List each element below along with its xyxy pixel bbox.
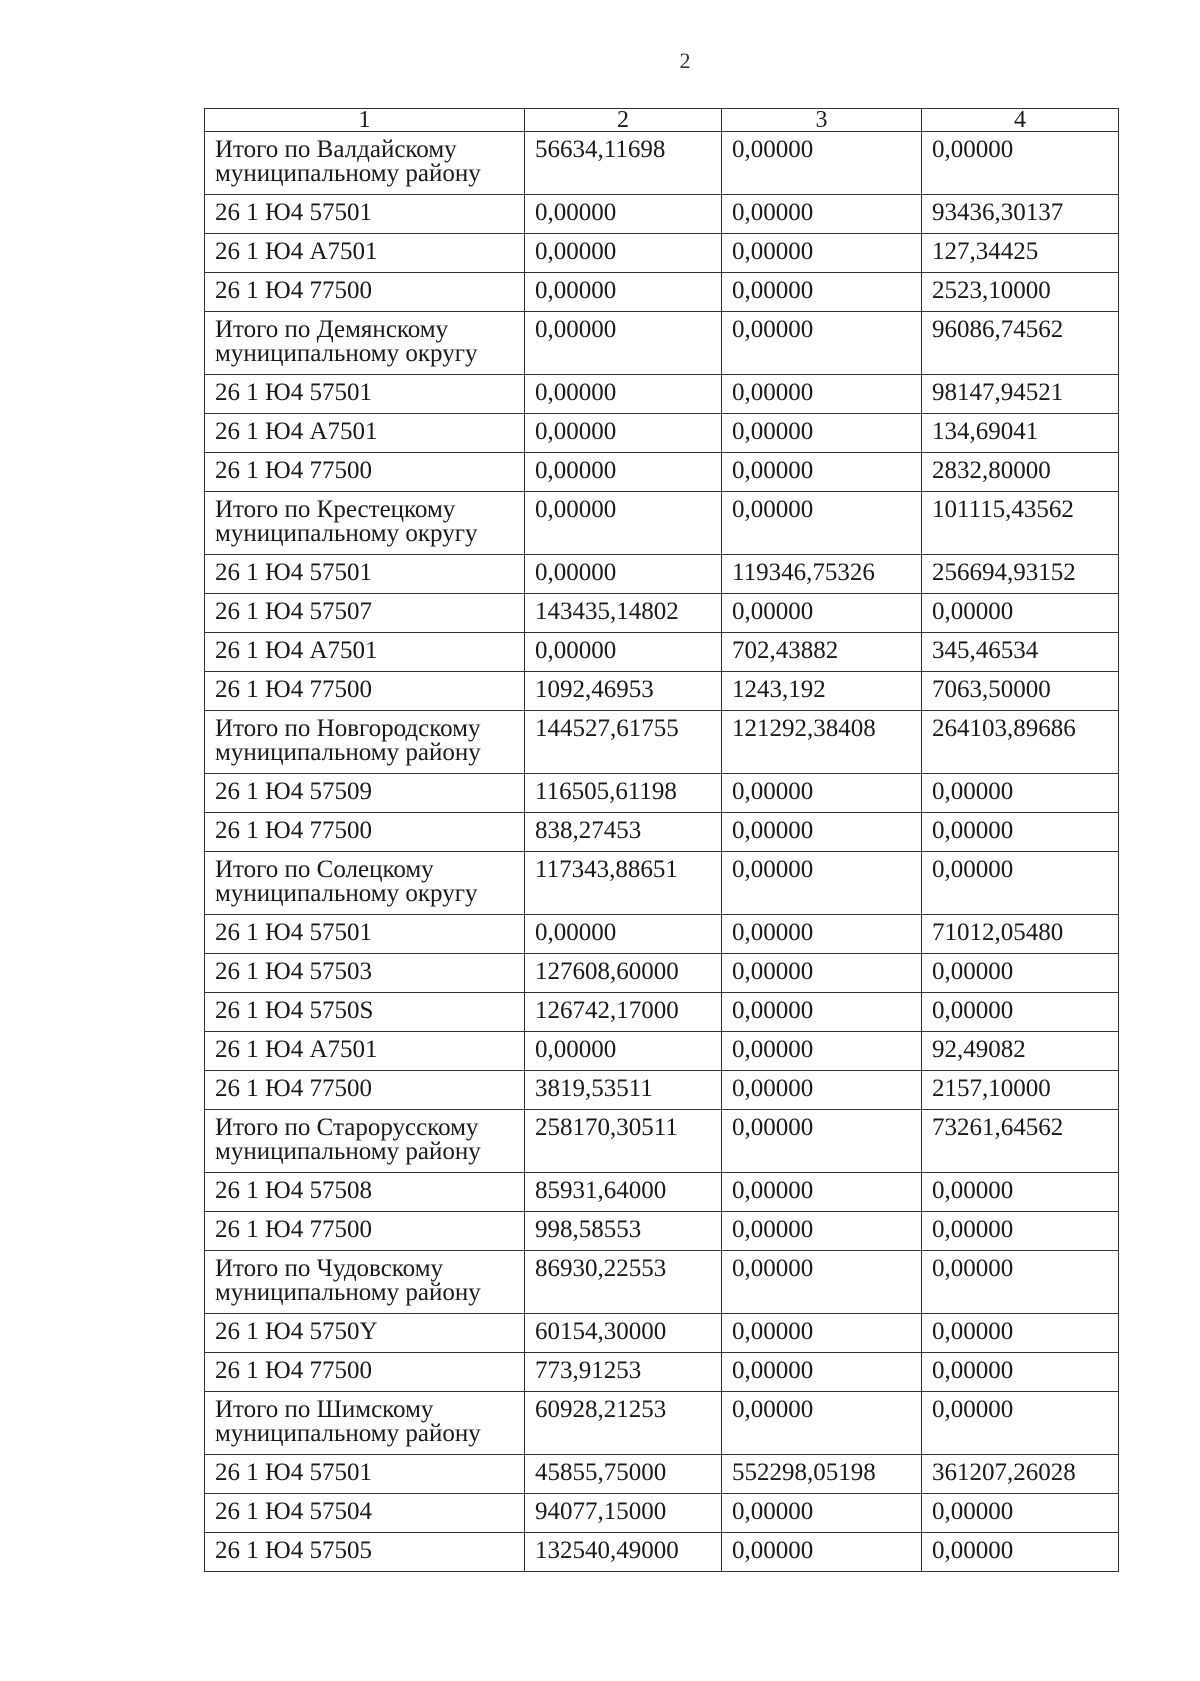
value-cell-col-3: 0,00000: [722, 414, 922, 453]
total-label-cell: Итого по Крестецкому муниципальному округу: [205, 492, 525, 555]
value-cell-col-4: 101115,43562: [922, 492, 1119, 555]
value-cell-col-3: 0,00000: [722, 1392, 922, 1455]
table-header: [205, 109, 1119, 132]
table-row: [205, 672, 1119, 711]
value-cell-col-4: 92,49082: [922, 1032, 1119, 1071]
value-cell-col-4: 127,34425: [922, 234, 1119, 273]
value-cell-col-4: 0,00000: [922, 1533, 1119, 1572]
value-cell-col-4: 0,00000: [922, 1353, 1119, 1392]
value-cell-col-3: 0,00000: [722, 1494, 922, 1533]
budget-code-cell: 26 1 Ю4 57501: [205, 375, 525, 414]
table-row: [205, 915, 1119, 954]
budget-code-cell: 26 1 Ю4 57504: [205, 1494, 525, 1533]
value-cell-col-2: 127608,60000: [525, 954, 722, 993]
value-cell-col-4: 2832,80000: [922, 453, 1119, 492]
value-cell-col-4: 0,00000: [922, 132, 1119, 195]
value-cell-col-3: 121292,38408: [722, 711, 922, 774]
budget-code-cell: 26 1 Ю4 5750S: [205, 993, 525, 1032]
value-cell-col-2: 0,00000: [525, 375, 722, 414]
table-row: [205, 633, 1119, 672]
value-cell-col-2: 94077,15000: [525, 1494, 722, 1533]
table-row: [205, 594, 1119, 633]
value-cell-col-4: 0,00000: [922, 954, 1119, 993]
value-cell-col-2: 3819,53511: [525, 1071, 722, 1110]
table-row: [205, 1455, 1119, 1494]
value-cell-col-4: 0,00000: [922, 1173, 1119, 1212]
value-cell-col-3: 0,00000: [722, 1353, 922, 1392]
total-label-cell: Итого по Шимскому муниципальному району: [205, 1392, 525, 1455]
budget-code-cell: 26 1 Ю4 57505: [205, 1533, 525, 1572]
budget-code-cell: 26 1 Ю4 77500: [205, 1071, 525, 1110]
value-cell-col-3: 0,00000: [722, 1110, 922, 1173]
table-row: [205, 993, 1119, 1032]
value-cell-col-3: 0,00000: [722, 132, 922, 195]
total-row: [205, 492, 1119, 555]
table-row: [205, 1173, 1119, 1212]
budget-code-cell: 26 1 Ю4 77500: [205, 453, 525, 492]
value-cell-col-4: 7063,50000: [922, 672, 1119, 711]
value-cell-col-3: 0,00000: [722, 453, 922, 492]
value-cell-col-2: 1092,46953: [525, 672, 722, 711]
value-cell-col-4: 134,69041: [922, 414, 1119, 453]
header-row: [205, 109, 1119, 132]
value-cell-col-3: 0,00000: [722, 594, 922, 633]
budget-code-cell: 26 1 Ю4 77500: [205, 813, 525, 852]
value-cell-col-3: 0,00000: [722, 312, 922, 375]
value-cell-col-4: 98147,94521: [922, 375, 1119, 414]
value-cell-col-3: 0,00000: [722, 1071, 922, 1110]
value-cell-col-3: 1243,192: [722, 672, 922, 711]
page-number: 2: [679, 48, 691, 73]
header-col-4: 4: [922, 109, 1119, 132]
value-cell-col-2: 773,91253: [525, 1353, 722, 1392]
value-cell-col-2: 838,27453: [525, 813, 722, 852]
budget-code-cell: 26 1 Ю4 57503: [205, 954, 525, 993]
value-cell-col-2: 126742,17000: [525, 993, 722, 1032]
value-cell-col-2: 0,00000: [525, 273, 722, 312]
total-row: [205, 312, 1119, 375]
value-cell-col-4: 0,00000: [922, 1251, 1119, 1314]
value-cell-col-3: 0,00000: [722, 774, 922, 813]
budget-table: [204, 108, 1119, 1572]
value-cell-col-3: 0,00000: [722, 492, 922, 555]
value-cell-col-3: 0,00000: [722, 234, 922, 273]
value-cell-col-3: 0,00000: [722, 1032, 922, 1071]
value-cell-col-4: 256694,93152: [922, 555, 1119, 594]
value-cell-col-4: 0,00000: [922, 1212, 1119, 1251]
value-cell-col-4: 96086,74562: [922, 312, 1119, 375]
value-cell-col-3: 0,00000: [722, 915, 922, 954]
value-cell-col-2: 0,00000: [525, 453, 722, 492]
header-col-3: 3: [722, 109, 922, 132]
budget-code-cell: 26 1 Ю4 57501: [205, 195, 525, 234]
budget-code-cell: 26 1 Ю4 57501: [205, 1455, 525, 1494]
value-cell-col-4: 0,00000: [922, 774, 1119, 813]
table-body: [205, 132, 1119, 1572]
table-row: [205, 234, 1119, 273]
value-cell-col-2: 144527,61755: [525, 711, 722, 774]
total-row: [205, 1392, 1119, 1455]
budget-code-cell: 26 1 Ю4 57501: [205, 915, 525, 954]
table-row: [205, 414, 1119, 453]
table-row: [205, 375, 1119, 414]
value-cell-col-4: 0,00000: [922, 852, 1119, 915]
value-cell-col-3: 0,00000: [722, 273, 922, 312]
table-row: [205, 1071, 1119, 1110]
total-row: [205, 852, 1119, 915]
value-cell-col-3: 0,00000: [722, 195, 922, 234]
value-cell-col-3: 119346,75326: [722, 555, 922, 594]
value-cell-col-2: 0,00000: [525, 312, 722, 375]
value-cell-col-3: 0,00000: [722, 954, 922, 993]
value-cell-col-2: 143435,14802: [525, 594, 722, 633]
value-cell-col-2: 86930,22553: [525, 1251, 722, 1314]
value-cell-col-2: 132540,49000: [525, 1533, 722, 1572]
value-cell-col-3: 0,00000: [722, 813, 922, 852]
value-cell-col-2: 45855,75000: [525, 1455, 722, 1494]
value-cell-col-2: 60154,30000: [525, 1314, 722, 1353]
table-row: [205, 273, 1119, 312]
value-cell-col-3: 0,00000: [722, 375, 922, 414]
value-cell-col-4: 0,00000: [922, 813, 1119, 852]
value-cell-col-4: 93436,30137: [922, 195, 1119, 234]
budget-code-cell: 26 1 Ю4 57508: [205, 1173, 525, 1212]
value-cell-col-2: 998,58553: [525, 1212, 722, 1251]
total-label-cell: Итого по Демянскому муниципальному округу: [205, 312, 525, 375]
budget-code-cell: 26 1 Ю4 А7501: [205, 414, 525, 453]
value-cell-col-3: 0,00000: [722, 993, 922, 1032]
table-row: [205, 555, 1119, 594]
value-cell-col-2: 116505,61198: [525, 774, 722, 813]
budget-code-cell: 26 1 Ю4 57509: [205, 774, 525, 813]
value-cell-col-2: 0,00000: [525, 633, 722, 672]
total-label-cell: Итого по Солецкому муниципальному округу: [205, 852, 525, 915]
value-cell-col-2: 0,00000: [525, 492, 722, 555]
value-cell-col-2: 117343,88651: [525, 852, 722, 915]
total-label-cell: Итого по Чудовскому муниципальному району: [205, 1251, 525, 1314]
value-cell-col-3: 0,00000: [722, 1314, 922, 1353]
table-row: [205, 813, 1119, 852]
value-cell-col-4: 0,00000: [922, 1494, 1119, 1533]
value-cell-col-3: 0,00000: [722, 1533, 922, 1572]
value-cell-col-2: 0,00000: [525, 915, 722, 954]
value-cell-col-4: 0,00000: [922, 1392, 1119, 1455]
value-cell-col-2: 60928,21253: [525, 1392, 722, 1455]
table-row: [205, 195, 1119, 234]
budget-code-cell: 26 1 Ю4 57501: [205, 555, 525, 594]
value-cell-col-4: 2157,10000: [922, 1071, 1119, 1110]
total-row: [205, 711, 1119, 774]
value-cell-col-2: 85931,64000: [525, 1173, 722, 1212]
total-row: [205, 132, 1119, 195]
value-cell-col-2: 0,00000: [525, 1032, 722, 1071]
value-cell-col-3: 0,00000: [722, 1251, 922, 1314]
value-cell-col-2: 0,00000: [525, 414, 722, 453]
value-cell-col-4: 264103,89686: [922, 711, 1119, 774]
value-cell-col-3: 702,43882: [722, 633, 922, 672]
value-cell-col-4: 0,00000: [922, 1314, 1119, 1353]
value-cell-col-4: 0,00000: [922, 993, 1119, 1032]
budget-code-cell: 26 1 Ю4 77500: [205, 1353, 525, 1392]
value-cell-col-4: 361207,26028: [922, 1455, 1119, 1494]
table-row: [205, 1533, 1119, 1572]
table-row: [205, 1353, 1119, 1392]
budget-code-cell: 26 1 Ю4 А7501: [205, 234, 525, 273]
budget-code-cell: 26 1 Ю4 77500: [205, 1212, 525, 1251]
value-cell-col-2: 56634,11698: [525, 132, 722, 195]
budget-code-cell: 26 1 Ю4 А7501: [205, 1032, 525, 1071]
value-cell-col-3: 0,00000: [722, 1173, 922, 1212]
total-row: [205, 1110, 1119, 1173]
total-label-cell: Итого по Новгородскому муниципальному району: [205, 711, 525, 774]
table-row: [205, 1212, 1119, 1251]
total-label-cell: Итого по Старорусскому муниципальному району: [205, 1110, 525, 1173]
table-row: [205, 1032, 1119, 1071]
table-row: [205, 954, 1119, 993]
budget-code-cell: 26 1 Ю4 А7501: [205, 633, 525, 672]
value-cell-col-3: 0,00000: [722, 1212, 922, 1251]
table-row: [205, 1494, 1119, 1533]
value-cell-col-4: 71012,05480: [922, 915, 1119, 954]
value-cell-col-2: 0,00000: [525, 234, 722, 273]
value-cell-col-4: 0,00000: [922, 594, 1119, 633]
header-col-1: 1: [205, 109, 525, 132]
value-cell-col-3: 552298,05198: [722, 1455, 922, 1494]
budget-code-cell: 26 1 Ю4 5750Y: [205, 1314, 525, 1353]
value-cell-col-4: 2523,10000: [922, 273, 1119, 312]
value-cell-col-2: 0,00000: [525, 555, 722, 594]
value-cell-col-2: 0,00000: [525, 195, 722, 234]
table-row: [205, 774, 1119, 813]
value-cell-col-4: 345,46534: [922, 633, 1119, 672]
budget-code-cell: 26 1 Ю4 77500: [205, 672, 525, 711]
total-row: [205, 1251, 1119, 1314]
budget-code-cell: 26 1 Ю4 77500: [205, 273, 525, 312]
value-cell-col-2: 258170,30511: [525, 1110, 722, 1173]
header-col-2: 2: [525, 109, 722, 132]
table-row: [205, 453, 1119, 492]
total-label-cell: Итого по Валдайскому муниципальному району: [205, 132, 525, 195]
table-row: [205, 1314, 1119, 1353]
value-cell-col-3: 0,00000: [722, 852, 922, 915]
value-cell-col-4: 73261,64562: [922, 1110, 1119, 1173]
budget-code-cell: 26 1 Ю4 57507: [205, 594, 525, 633]
